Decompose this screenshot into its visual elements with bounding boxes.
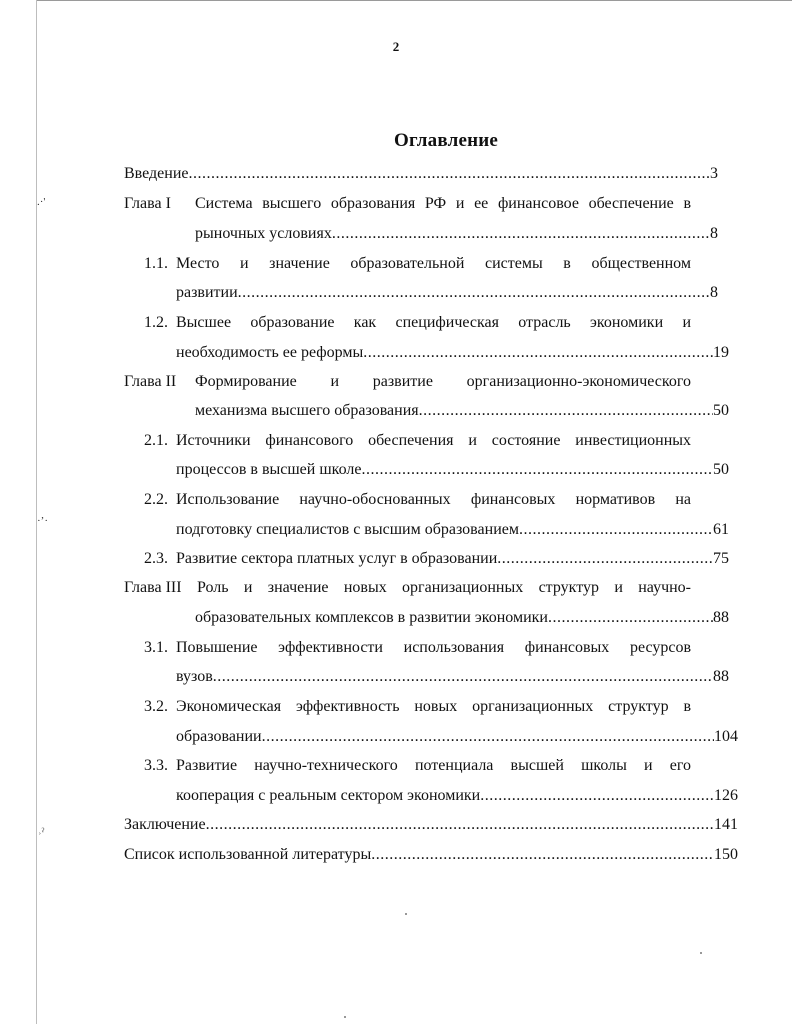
- toc-page-number: 150: [714, 846, 738, 863]
- toc-entry-s21-line1[interactable]: Источники финансового обеспечения и состояние инвестиционных: [176, 432, 691, 449]
- margin-mark: ·ʼ·: [37, 515, 48, 527]
- toc-entry-ch2-line1[interactable]: Формирование и развитие организационно-экономического: [195, 373, 691, 390]
- leader-dots: [213, 666, 713, 688]
- toc-entry-text: образовательных комплексов в развитии экономики: [195, 609, 548, 626]
- scan-speck: [344, 1016, 346, 1018]
- toc-entry-text: необходимость ее реформы: [176, 344, 364, 361]
- leader-dots: [548, 607, 713, 629]
- toc-entry-text: вузов: [176, 668, 213, 685]
- section-number: 1.2.: [144, 314, 168, 331]
- leader-dots: [361, 459, 713, 481]
- toc-entry-text: рыночных условиях: [195, 225, 332, 242]
- scan-border-top: [36, 0, 792, 1]
- section-number: 3.3.: [144, 757, 168, 774]
- toc-page-number: 50: [713, 402, 729, 419]
- section-number: 2.2.: [144, 491, 168, 508]
- toc-entry-text: Список использованной литературы: [124, 846, 372, 863]
- toc-entry-s32[interactable]: [176, 726, 738, 748]
- leader-dots: [371, 844, 714, 866]
- toc-entry-text: подготовку специалистов с высшим образованием: [176, 521, 519, 538]
- leader-dots: [419, 400, 713, 422]
- leader-dots: [497, 548, 713, 570]
- toc-entry-ch3-line1[interactable]: Роль и значение новых организационных структур и научно-: [197, 579, 691, 596]
- toc-entry-text: Введение: [124, 165, 189, 182]
- toc-entry-s23[interactable]: [176, 548, 729, 570]
- toc-page-number: 141: [714, 816, 738, 833]
- scan-speck: [700, 952, 702, 954]
- toc-entry-ch2[interactable]: [195, 400, 729, 422]
- page-number: 2: [392, 39, 400, 54]
- toc-entry-text: процессов в высшей школе: [176, 461, 362, 478]
- toc-page-number: 3: [710, 165, 718, 182]
- toc-page-number: 50: [713, 461, 729, 478]
- toc-page-number: 61: [713, 521, 729, 538]
- leader-dots: [363, 342, 713, 364]
- leader-dots: [480, 785, 714, 807]
- leader-dots: [238, 282, 710, 304]
- scan-speck: [405, 913, 407, 915]
- toc-entry-s33[interactable]: [176, 785, 738, 807]
- toc-page-number: 8: [710, 225, 718, 242]
- margin-mark: .·': [37, 196, 46, 208]
- toc-entry-s12-line1[interactable]: Высшее образование как специфическая отрасль экономики и: [176, 314, 691, 331]
- toc-entry-bibliography[interactable]: [124, 844, 738, 866]
- toc-entry-s22-line1[interactable]: Использование научно-обоснованных финансовых нормативов на: [176, 491, 691, 508]
- toc-entry-s11-line1[interactable]: Место и значение образовательной системы в общественном: [176, 255, 691, 272]
- leader-dots: [262, 726, 714, 748]
- toc-page-number: 19: [713, 344, 729, 361]
- toc-entry-s31-line1[interactable]: Повышение эффективности использования финансовых ресурсов: [176, 639, 691, 656]
- toc-entry-s12[interactable]: [176, 342, 729, 364]
- toc-entry-intro[interactable]: [124, 163, 718, 185]
- toc-entry-s33-line1[interactable]: Развитие научно-технического потенциала высшей школы и его: [176, 757, 691, 774]
- toc-entry-s31[interactable]: [176, 666, 729, 688]
- toc-entry-s11[interactable]: [176, 282, 718, 304]
- chapter-label: Глава I: [124, 195, 171, 212]
- leader-dots: [332, 223, 710, 245]
- section-number: 2.1.: [144, 432, 168, 449]
- scan-border-left: [36, 0, 37, 1024]
- toc-entry-text: Развитие сектора платных услуг в образовании: [176, 550, 498, 567]
- toc-entry-text: развитии: [176, 284, 238, 301]
- toc-page-number: 8: [710, 284, 718, 301]
- toc-entry-ch1[interactable]: [195, 223, 718, 245]
- section-number: 3.1.: [144, 639, 168, 656]
- toc-entry-s32-line1[interactable]: Экономическая эффективность новых организационных структур в: [176, 698, 691, 715]
- toc-entry-text: Заключение: [124, 816, 206, 833]
- toc-entry-text: кооперация с реальным сектором экономики: [176, 787, 481, 804]
- leader-dots: [519, 519, 713, 541]
- leader-dots: [206, 814, 714, 836]
- margin-mark: ˒ˀ: [38, 826, 45, 838]
- toc-entry-ch3[interactable]: [195, 607, 729, 629]
- chapter-label: Глава II: [124, 373, 177, 390]
- toc-page-number: 75: [713, 550, 729, 567]
- toc-entry-s21[interactable]: [176, 459, 729, 481]
- toc-page-number: 88: [713, 609, 729, 626]
- toc-entry-ch1-line1[interactable]: Система высшего образования РФ и ее финансовое обеспечение в: [195, 195, 691, 212]
- toc-page-number: 126: [714, 787, 738, 804]
- chapter-label: Глава III: [124, 579, 182, 596]
- toc-entry-conclusion[interactable]: [124, 814, 738, 836]
- toc-page-number: 88: [713, 668, 729, 685]
- toc-entry-s22[interactable]: [176, 519, 729, 541]
- page-title: Оглавление: [393, 130, 499, 151]
- toc-page-number: 104: [714, 728, 738, 745]
- section-number: 1.1.: [144, 255, 168, 272]
- section-number: 2.3.: [144, 550, 168, 567]
- section-number: 3.2.: [144, 698, 168, 715]
- toc-entry-text: образовании: [176, 728, 262, 745]
- toc-entry-text: механизма высшего образования: [195, 402, 419, 419]
- leader-dots: [189, 163, 711, 185]
